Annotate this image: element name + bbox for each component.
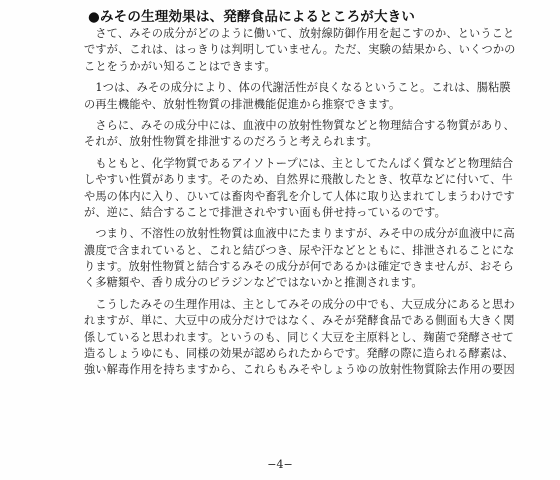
paragraph — [84, 26, 544, 75]
text-line: それが、放射性物質を排泄するのだろうと考えられます。 — [84, 135, 378, 149]
text-line: の再生機能や、放射性物質の排泄機能促進から推察できます。 — [84, 97, 401, 111]
text-line: さて、みその成分がどのように働いて、放射線防御作用を起こすのか、ということ — [84, 27, 515, 40]
text-line: 造るしょうゆにも、同様の効果が認められたからです。発酵の際に造られる酵素は、 — [84, 347, 514, 361]
text-line: さらに、みその成分中には、血液中の放射性物質などと物理結合する物質があり、 — [84, 118, 515, 132]
text-line: つまり、不溶性の放射性物質は血液中にたまりますが、みそ中の成分が血液中に高 — [84, 227, 515, 241]
text-line: ことをうかがい知ることはできます。 — [84, 59, 276, 73]
paragraph — [84, 226, 544, 292]
text-line: 強い解毒作用を持ちますから、これらもみそやしょうゆの放射性物質除去作用の要因 — [84, 363, 515, 377]
text-line: が、逆に、結合することで排泄されやすい面も併せ持っているのです。 — [84, 205, 446, 219]
section-heading: ●みその生理効果は、発酵食品によるところが大きい — [88, 9, 416, 25]
paragraph — [84, 297, 544, 379]
text-line: しやすい性質があります。そのため、自然界に飛散したとき、牧草などに付いて、牛 — [84, 173, 513, 187]
text-line: こうしたみその生理作用は、主としてみその成分の中でも、大豆成分にあると思わ — [84, 297, 515, 311]
paragraph — [84, 80, 544, 113]
text-line: く多糖類や、香り成分のピラジンなどではないかと推測されます。 — [84, 276, 423, 290]
paragraph — [84, 156, 544, 222]
text-line: 濃度で含まれていると、これと結びつき、尿や汗などとともに、排泄されることにな — [84, 243, 515, 257]
text-line: 係していると思われます。というのも、同じく大豆を主原料とし、麹菌で発酵させて — [84, 330, 514, 344]
paragraph — [84, 118, 544, 151]
text-line: ですが、これは、はっきりは判明していません。ただ、実験の結果から、いくつかの — [84, 43, 516, 57]
text-line: 1つは、みその成分により、体の代謝活性が良くなるということ。これは、腸粘膜 — [84, 81, 511, 95]
text-line: や馬の体内に入り、ひいては畜肉や畜乳を介して人体に取り込まれてしまうわけです — [84, 189, 515, 203]
text-line: もともと、化学物質であるアイソトープには、主としてたんぱく質などと物理結合 — [84, 156, 514, 170]
text-line: ります。放射性物質と結合するみその成分が何であるかは確定できませんが、おそら — [84, 260, 514, 274]
body-text — [84, 26, 544, 379]
page-number: −4− — [267, 458, 293, 471]
text-line: れますが、単に、大豆中の成分だけではなく、みそが発酵食品である側面も大きく関 — [84, 314, 515, 328]
